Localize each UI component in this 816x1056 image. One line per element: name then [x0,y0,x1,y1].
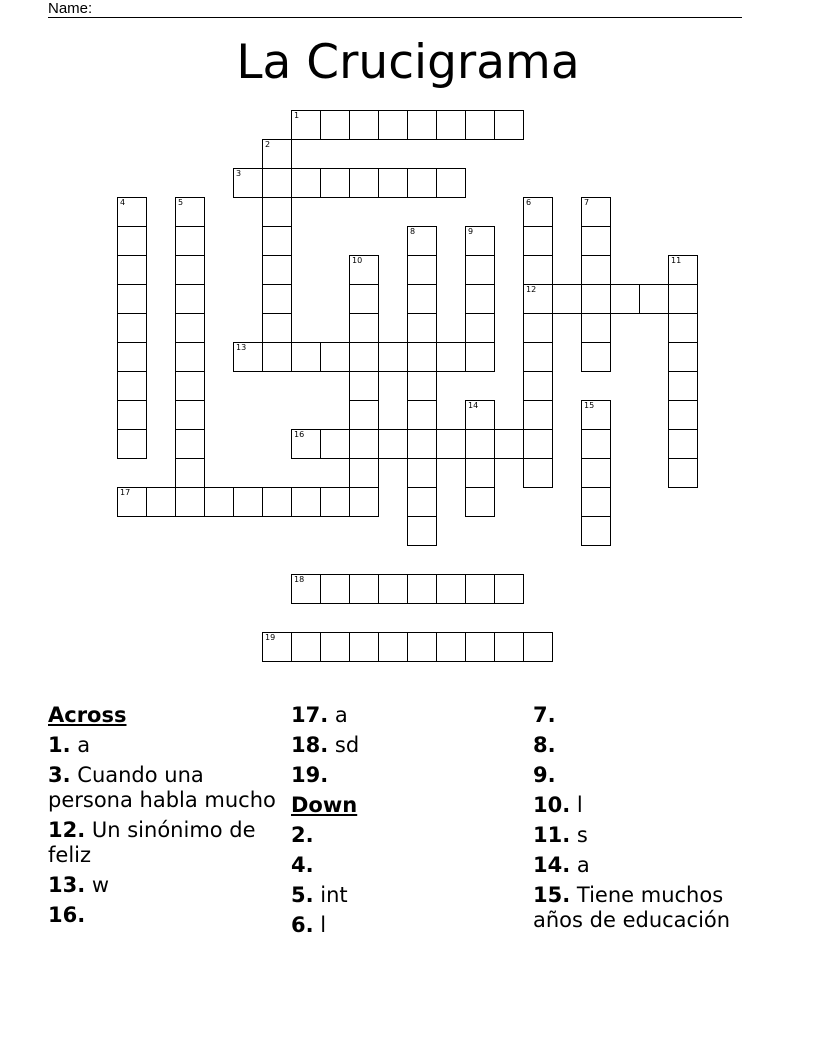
crossword-cell[interactable] [668,342,698,372]
crossword-cell[interactable] [349,284,379,314]
clue-text: s [576,823,588,847]
crossword-cell[interactable] [465,487,495,517]
clue-number: 16. [48,903,86,927]
crossword-cell[interactable] [436,110,466,140]
crossword-cell[interactable] [523,371,553,401]
crossword-cell[interactable] [349,313,379,343]
crossword-cell[interactable] [378,168,408,198]
crossword-cell[interactable] [349,632,379,662]
across-clue [48,903,280,928]
crossword-cell[interactable] [349,429,379,459]
crossword-cell[interactable] [465,313,495,343]
crossword-cell[interactable] [407,342,437,372]
crossword-cell[interactable] [523,284,553,314]
crossword-cell[interactable] [465,458,495,488]
crossword-cell[interactable] [262,342,292,372]
down-clue [291,823,523,848]
clue-number: 7. [533,703,556,727]
clue-text: Cuando una persona habla mucho [48,763,276,812]
crossword-cell[interactable] [581,516,611,546]
clue-number: 14. [533,853,571,877]
crossword-cell[interactable] [465,574,495,604]
cell-number: 9 [468,227,474,236]
crossword-cell[interactable] [175,255,205,285]
clue-text: a [77,733,91,757]
crossword-cell[interactable] [581,342,611,372]
clue-column-3 [533,703,765,938]
crossword-cell[interactable] [320,487,350,517]
crossword-cell[interactable] [117,284,147,314]
crossword-cell[interactable] [175,342,205,372]
clue-text: w [91,873,110,897]
crossword-cell[interactable] [407,632,437,662]
crossword-cell[interactable] [407,226,437,256]
cell-number: 5 [178,198,184,207]
crossword-cell[interactable] [378,429,408,459]
clue-number: 9. [533,763,556,787]
crossword-cell[interactable] [465,632,495,662]
clue-number: 2. [291,823,314,847]
crossword-cell[interactable] [639,284,669,314]
crossword-cell[interactable] [262,197,292,227]
crossword-cell[interactable] [407,458,437,488]
crossword-cell[interactable] [320,632,350,662]
crossword-cell[interactable] [407,168,437,198]
crossword-cell[interactable] [465,226,495,256]
crossword-cell[interactable] [320,168,350,198]
name-label: Name: [48,0,93,17]
across-clue [291,763,523,788]
page-title: La Crucigrama [236,35,580,90]
crossword-cell[interactable] [581,400,611,430]
crossword-cell[interactable] [320,574,350,604]
crossword-cell[interactable] [668,429,698,459]
crossword-cell[interactable] [320,110,350,140]
clue-text: a [576,853,590,877]
crossword-cell[interactable] [465,255,495,285]
across-clue [48,763,280,813]
crossword-cell[interactable] [349,487,379,517]
clue-number: 1. [48,733,71,757]
down-clue [533,823,765,848]
cell-number: 15 [584,401,595,410]
down-clue [291,913,523,938]
crossword-cell[interactable] [262,313,292,343]
clue-number: 11. [533,823,571,847]
crossword-cell[interactable] [146,487,176,517]
crossword-cell[interactable] [291,168,321,198]
crossword-cell[interactable] [262,632,292,662]
crossword-cell[interactable] [233,168,263,198]
clue-number: 4. [291,853,314,877]
crossword-cell[interactable] [494,110,524,140]
crossword-cell[interactable] [349,371,379,401]
crossword-cell[interactable] [581,313,611,343]
crossword-cell[interactable] [668,313,698,343]
crossword-cell[interactable] [668,255,698,285]
crossword-cell[interactable] [668,458,698,488]
clue-number: 13. [48,873,86,897]
cell-number: 7 [584,198,590,207]
crossword-cell[interactable] [349,458,379,488]
crossword-cell[interactable] [610,284,640,314]
crossword-cell[interactable] [465,429,495,459]
clue-number: 12. [48,818,86,842]
crossword-cell[interactable] [465,400,495,430]
crossword-cell[interactable] [262,226,292,256]
crossword-cell[interactable] [117,197,147,227]
cell-number: 2 [265,140,271,149]
crossword-cell[interactable] [378,342,408,372]
cell-number: 18 [294,575,305,584]
crossword-cell[interactable] [436,342,466,372]
crossword-cell[interactable] [494,429,524,459]
crossword-cell[interactable] [378,632,408,662]
crossword-cell[interactable] [175,400,205,430]
crossword-cell[interactable] [175,284,205,314]
crossword-cell[interactable] [436,632,466,662]
clue-number: 17. [291,703,329,727]
crossword-cell[interactable] [407,255,437,285]
crossword-cell[interactable] [204,487,234,517]
crossword-cell[interactable] [436,429,466,459]
crossword-cell[interactable] [581,197,611,227]
clue-number: 5. [291,883,314,907]
crossword-cell[interactable] [581,255,611,285]
crossword-cell[interactable] [117,255,147,285]
crossword-cell[interactable] [465,342,495,372]
clue-number: 15. [533,883,571,907]
crossword-cell[interactable] [436,168,466,198]
clue-text: Tiene muchos años de educación [533,883,731,932]
crossword-cell[interactable] [291,632,321,662]
crossword-cell[interactable] [175,313,205,343]
clue-text: int [320,883,348,907]
crossword-cell[interactable] [175,371,205,401]
crossword-cell[interactable] [262,168,292,198]
crossword-cell[interactable] [291,574,321,604]
crossword-cell[interactable] [233,487,263,517]
across-clue [48,873,280,898]
crossword-cell[interactable] [175,429,205,459]
crossword-cell[interactable] [175,226,205,256]
cell-number: 4 [120,198,126,207]
clue-number: 18. [291,733,329,757]
crossword-cell[interactable] [349,342,379,372]
crossword-cell[interactable] [494,632,524,662]
crossword-cell[interactable] [523,632,553,662]
clue-heading: Down [291,793,358,817]
clue-number: 10. [533,793,571,817]
crossword-cell[interactable] [552,284,582,314]
crossword-cell[interactable] [117,313,147,343]
crossword-cell[interactable] [262,284,292,314]
cell-number: 10 [352,256,363,265]
cell-number: 14 [468,401,479,410]
crossword-cell[interactable] [581,458,611,488]
crossword-cell[interactable] [117,429,147,459]
crossword-cell[interactable] [175,487,205,517]
cell-number: 6 [526,198,532,207]
clue-text: Un sinónimo de feliz [48,818,256,867]
crossword-cell[interactable] [407,313,437,343]
across-clue [48,733,280,758]
crossword-cell[interactable] [523,313,553,343]
crossword-cell[interactable] [465,110,495,140]
clue-number: 8. [533,733,556,757]
across-clue [291,703,523,728]
crossword-cell[interactable] [349,574,379,604]
down-clue [533,883,765,933]
crossword-cell[interactable] [581,487,611,517]
crossword-cell[interactable] [320,342,350,372]
down-clue [291,883,523,908]
crossword-cell[interactable] [378,574,408,604]
clue-number: 19. [291,763,329,787]
crossword-cell[interactable] [523,226,553,256]
crossword-cell[interactable] [262,139,292,169]
crossword-cell[interactable] [291,342,321,372]
cell-number: 12 [526,285,537,294]
crossword-cell[interactable] [523,255,553,285]
clue-text: l [320,913,327,937]
crossword-cell[interactable] [262,487,292,517]
crossword-cell[interactable] [407,516,437,546]
crossword-cell[interactable] [117,487,147,517]
crossword-cell[interactable] [291,110,321,140]
crossword-cell[interactable] [668,371,698,401]
crossword-cell[interactable] [349,110,379,140]
crossword-cell[interactable] [175,458,205,488]
crossword-cell[interactable] [581,429,611,459]
clue-heading: Across [48,703,127,727]
crossword-cell[interactable] [349,255,379,285]
clue-text: sd [334,733,360,757]
down-clue [533,763,765,788]
crossword-cell[interactable] [407,400,437,430]
crossword-cell[interactable] [523,400,553,430]
down-clue [533,853,765,878]
crossword-cell[interactable] [233,342,263,372]
crossword-cell[interactable] [349,168,379,198]
clue-column-1 [48,703,280,933]
cell-number: 11 [671,256,682,265]
crossword-cell[interactable] [117,226,147,256]
crossword-cell[interactable] [117,342,147,372]
crossword-cell[interactable] [523,342,553,372]
cell-number: 19 [265,633,276,642]
crossword-cell[interactable] [262,255,292,285]
crossword-cell[interactable] [494,574,524,604]
crossword-cell[interactable] [407,487,437,517]
cell-number: 8 [410,227,416,236]
crossword-cell[interactable] [378,110,408,140]
crossword-cell[interactable] [407,284,437,314]
across-clue [291,733,523,758]
cell-number: 13 [236,343,247,352]
crossword-cell[interactable] [291,429,321,459]
crossword-cell[interactable] [523,458,553,488]
crossword-cell[interactable] [668,284,698,314]
down-clue [533,733,765,758]
crossword-cell[interactable] [436,574,466,604]
crossword-cell[interactable] [407,429,437,459]
down-clue [533,793,765,818]
crossword-cell[interactable] [523,429,553,459]
crossword-cell[interactable] [407,371,437,401]
crossword-cell[interactable] [291,487,321,517]
crossword-cell[interactable] [175,197,205,227]
crossword-cell[interactable] [523,197,553,227]
crossword-cell[interactable] [117,400,147,430]
crossword-cell[interactable] [668,400,698,430]
down-clue [291,853,523,878]
across-clue [48,818,280,868]
clue-number: 3. [48,763,71,787]
cell-number: 3 [236,169,242,178]
cell-number: 17 [120,488,131,497]
cell-number: 16 [294,430,305,439]
crossword-cell[interactable] [407,110,437,140]
crossword-cell[interactable] [349,400,379,430]
crossword-cell[interactable] [407,574,437,604]
crossword-cell[interactable] [581,226,611,256]
cell-number: 1 [294,111,300,120]
crossword-cell[interactable] [117,371,147,401]
crossword-cell[interactable] [320,429,350,459]
clue-text: l [576,793,583,817]
name-field[interactable] [48,1,742,18]
crossword-cell[interactable] [581,284,611,314]
clue-number: 6. [291,913,314,937]
clue-text: a [334,703,348,727]
down-clue [533,703,765,728]
crossword-cell[interactable] [465,284,495,314]
clue-column-2 [291,703,523,943]
